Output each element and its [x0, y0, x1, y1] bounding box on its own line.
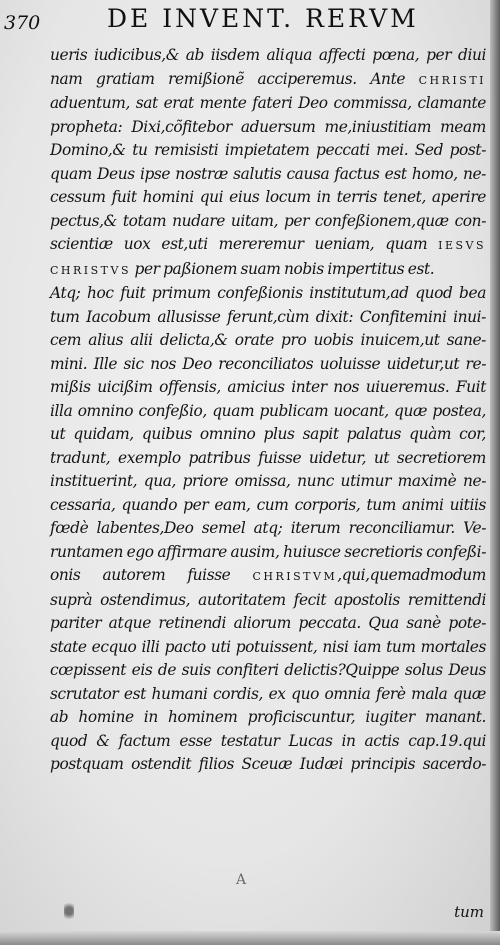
text-line: nam gratiam remißionẽ acciperemus. Ante CHRISTI: [50, 69, 486, 88]
text-line: Domino,& tu remisisti impietatem peccati mei. Sed post-: [50, 141, 486, 159]
text-line: scrutator est humani cordis, ex quo omnia ferè mala quæ: [50, 684, 486, 703]
text-line: cessaria, quando per eam, cum corporis, tum animi uitiis: [50, 495, 486, 514]
text-line: pectus,& totam nudare uitam, per confeßionem,quæ con-: [50, 211, 486, 230]
text-line: quod & factum esse testatur Lucas in actis cap.19.qui: [50, 731, 486, 750]
small-caps-word: CHRISTI: [418, 73, 486, 87]
text-line: cem alius alii delicta,& orate pro uobis inuicem,ut sane-: [50, 331, 486, 349]
text-line: fœdè labentes,Deo semel atq; iterum reconciliamur. Ve-: [50, 519, 486, 537]
page-header: [0, 2, 490, 36]
catchword: tum: [454, 903, 484, 921]
signature-mark: A: [236, 872, 247, 888]
text-line: ab homine in hominem proficiscuntur, iugiter manant.: [50, 708, 486, 726]
text-line: runtamen ego affirmare ausim, huiusce secretioris confeßi-: [50, 542, 486, 561]
text-line: postquam ostendit filios Sceuæ Iudæi principis sacerdo-: [50, 755, 486, 773]
text-line: CHRISTVS per paßionem suam nobis impertitus est.: [50, 259, 435, 278]
running-head: DE INVENT. RERVM: [107, 4, 419, 33]
ink-smudge: [64, 900, 74, 922]
text-line: tum Iacobum allusisse ferunt,cùm dixit: Confitemini inui-: [50, 307, 486, 326]
text-line: suprà ostendimus, autoritatem fecit apostolis remittendi: [50, 590, 486, 609]
page-number: 370: [4, 12, 41, 34]
text-line: quam Deus ipse nostræ salutis causa factus est homo, ne-: [50, 164, 486, 183]
text-line: instituerint, qua, priore omissa, nunc utimur maximè ne-: [50, 472, 486, 490]
body-text: [50, 44, 486, 777]
text-line: Atq; hoc fuit primum confeßionis institutum,ad quod bea: [50, 284, 486, 302]
text-line: onis autorem fuisse CHRISTVM,qui,quemadmodum: [50, 566, 486, 584]
text-line: mini. Ille sic nos Deo reconciliatos uoluisse uidetur,ut re-: [50, 354, 486, 373]
text-line: ut quidam, quibus omnino plus sapit palatus quàm cor,: [50, 425, 486, 443]
small-caps-word: IESVS: [438, 239, 486, 252]
text-line: tradunt, exemplo patribus fuisse uidetur, ut secretiorem: [50, 448, 486, 467]
text-line: cœpissent eis de suis confiteri delictis?Quippe solus Deus: [50, 661, 486, 679]
text-line: ueris iudicibus,& ab iisdem aliqua affecti pœna, per diui: [50, 46, 486, 64]
text-line: pariter atque retinendi aliorum peccata. Qua sanè pote-: [50, 614, 486, 632]
text-line: aduentum, sat erat mente fateri Deo commissa, clamante: [50, 94, 486, 112]
text-line: scientiæ uox est,uti mereremur ueniam, quam IESVS: [50, 235, 486, 253]
small-caps-word: CHRISTVM: [252, 570, 338, 583]
text-line: state ecquo illi pacto uti potuissent, nisi iam tum mortales: [50, 637, 486, 656]
text-line: cessum fuit homini qui eius locum in terris tenet, aperire: [50, 188, 486, 206]
small-caps-word: CHRISTVS: [50, 263, 131, 277]
page-edge-shadow: [490, 0, 500, 945]
page-bottom-shadow: [0, 931, 500, 945]
text-line: mißis uicißim offensis, amicius inter nos uiueremus. Fuit: [50, 378, 486, 396]
text-line: propheta: Dixi,cõfitebor aduersum me,iniustitiam meam: [50, 117, 486, 136]
text-line: illa omnino confeßio, quam publicam uocant, quæ postea,: [50, 401, 486, 420]
